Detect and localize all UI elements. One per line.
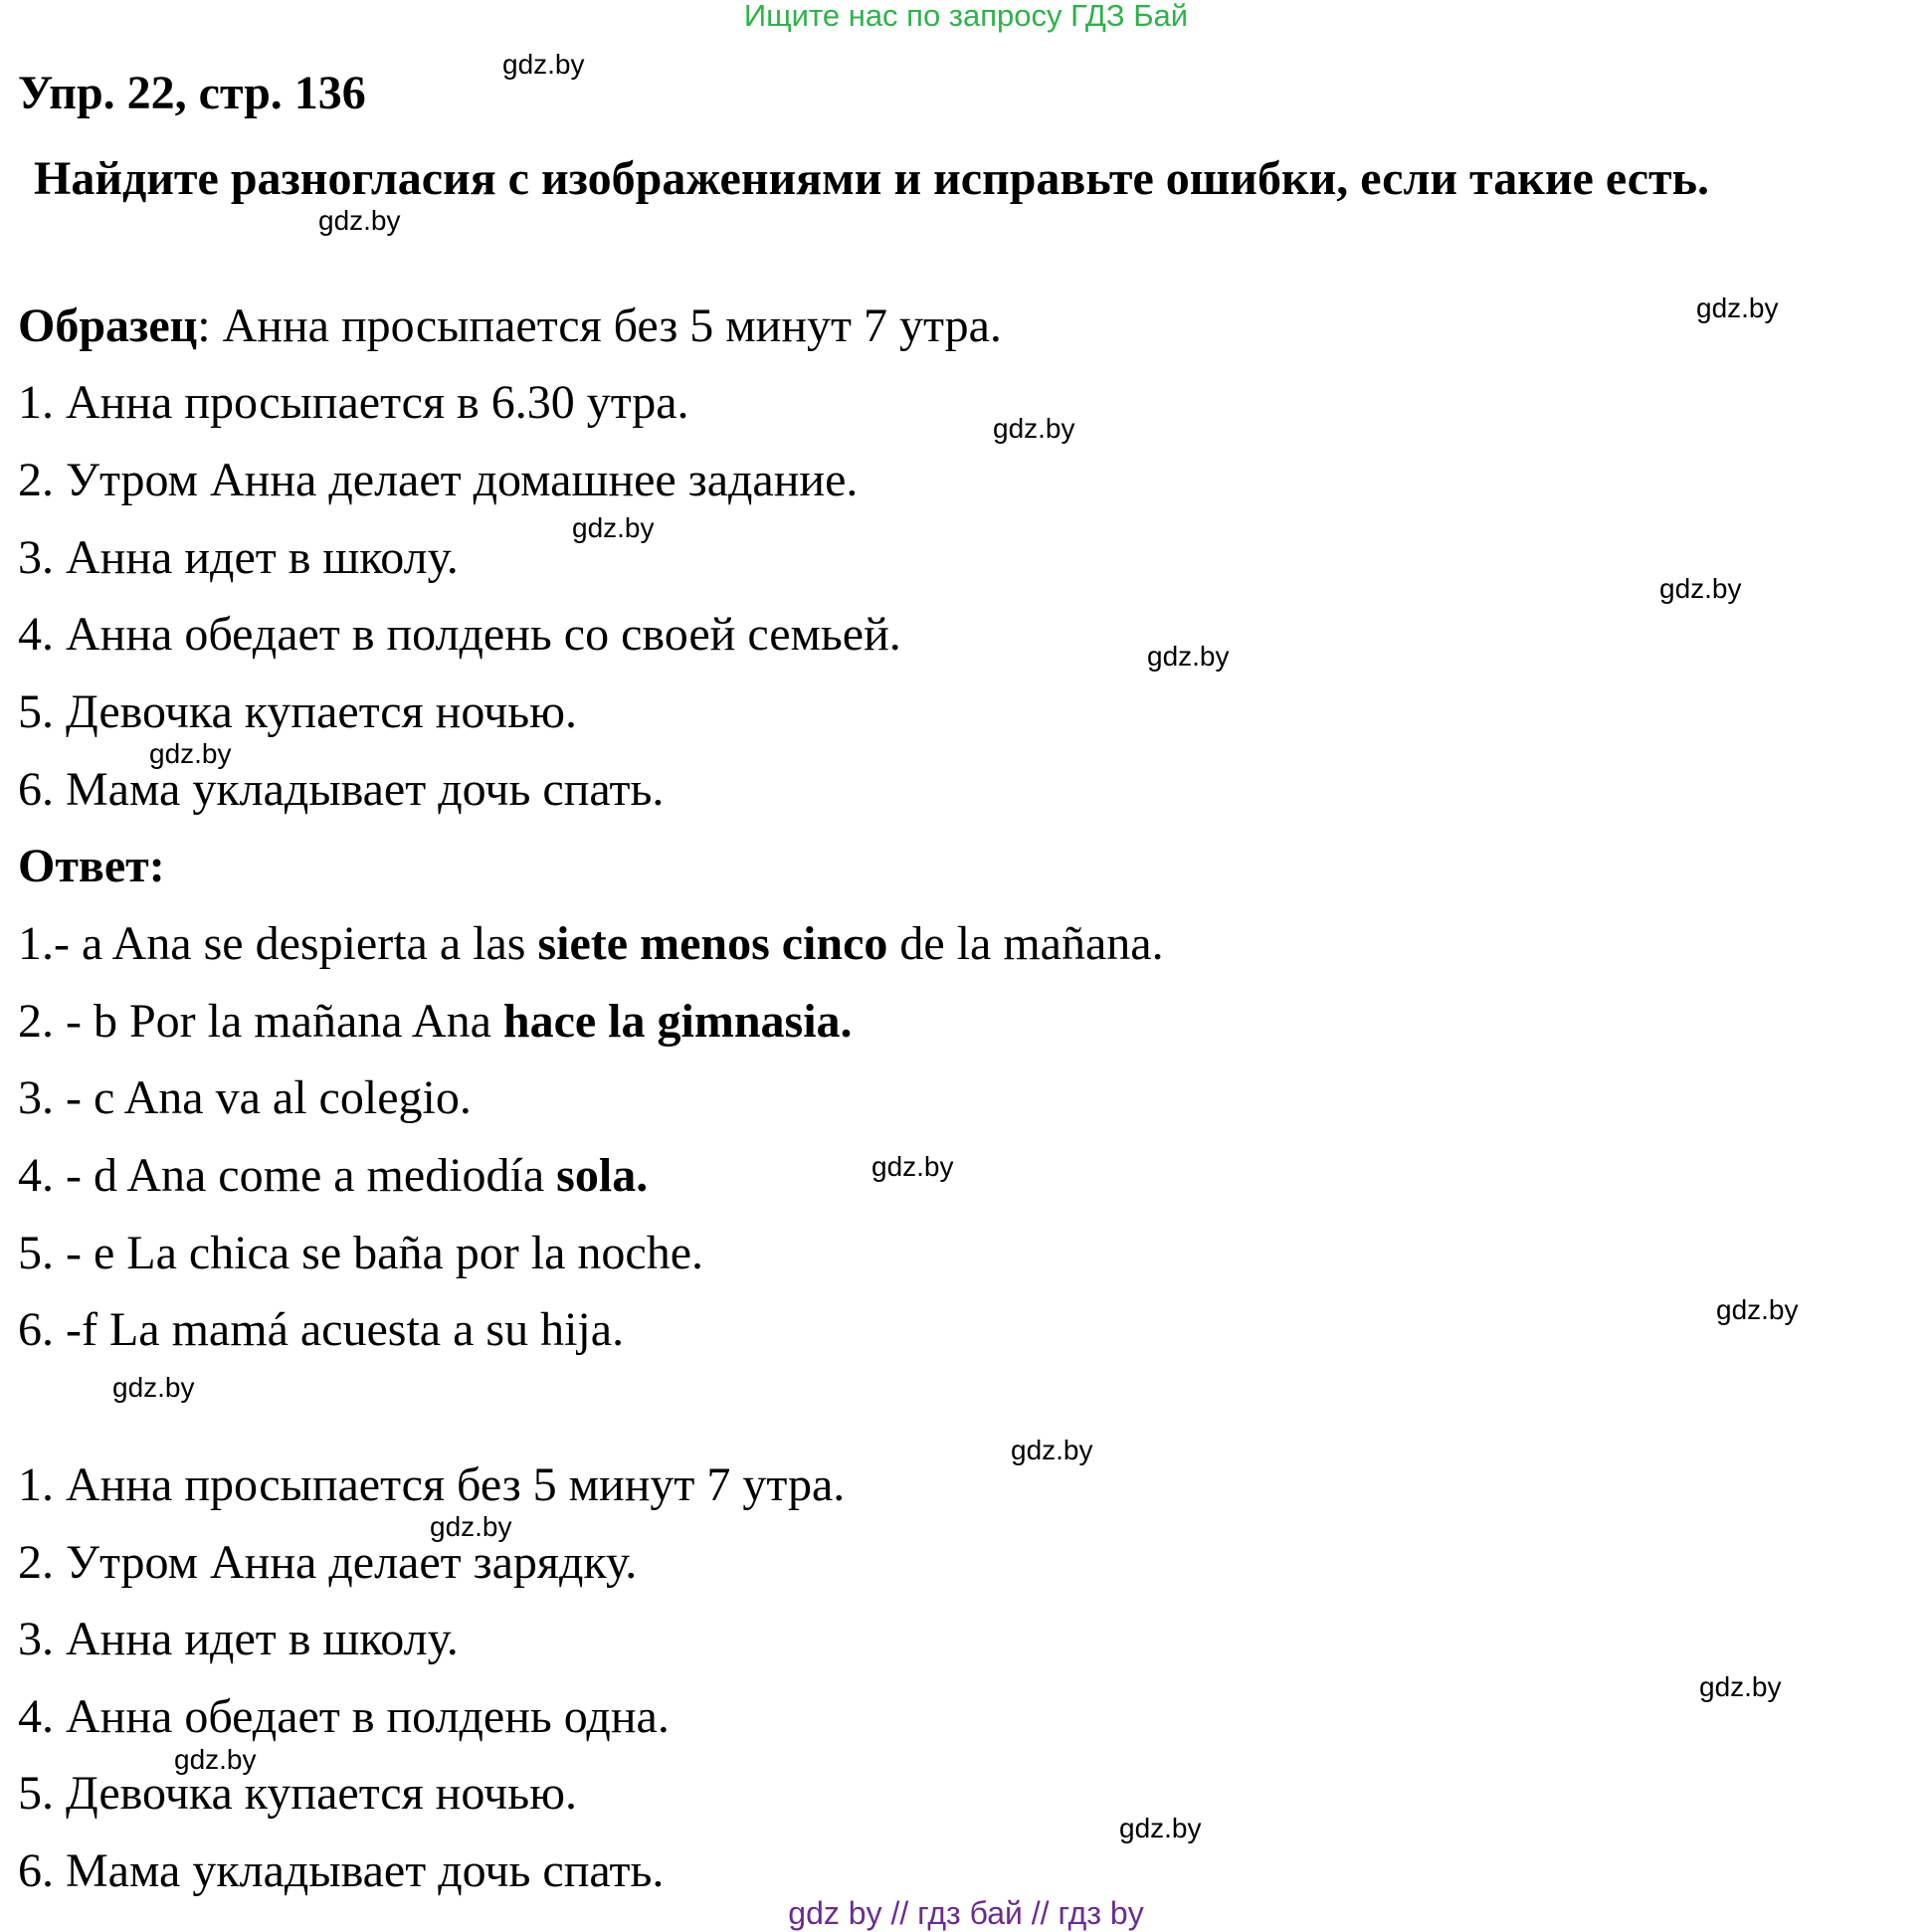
answer-ru-4: 4. Анна обедает в полдень одна. — [18, 1690, 670, 1743]
answer-es-5 — [18, 1226, 703, 1280]
watermark: gdz.by — [430, 1511, 512, 1542]
footer-links[interactable]: gdz by // гдз бай // гдз by — [788, 1895, 1144, 1931]
top-banner[interactable]: Ищите нас по запросу ГДЗ Бай — [743, 0, 1189, 33]
answer-es-5-prefix: 5. - e La chica se baña por la noche. — [18, 1227, 703, 1279]
watermark: gdz.by — [993, 413, 1075, 444]
watermark: gdz.by — [572, 512, 655, 543]
statement-3: 3. Анна идет в школу. — [18, 531, 459, 584]
watermark: gdz.by — [149, 738, 232, 769]
watermark: gdz.by — [1716, 1294, 1799, 1325]
answer-es-2-prefix: 2. - b Por la mañana Ana — [18, 995, 503, 1048]
statement-1: 1. Анна просыпается в 6.30 утра. — [18, 376, 689, 429]
exercise-title: Упр. 22, стр. 136 — [18, 67, 366, 119]
watermark: gdz.by — [1119, 1813, 1202, 1843]
watermark: gdz.by — [174, 1744, 257, 1775]
answer-es-4 — [18, 1148, 648, 1203]
answer-ru-2: 2. Утром Анна делает зарядку. — [18, 1536, 638, 1589]
answer-es-3-prefix: 3. - c Ana va al colegio. — [18, 1071, 472, 1124]
answer-es-1-bold: siete menos cinco — [537, 917, 888, 970]
statement-4: 4. Анна обедает в полдень со своей семьей. — [18, 608, 901, 661]
answer-es-4-prefix: 4. - d Ana come a mediodía — [18, 1149, 557, 1202]
answer-es-6-prefix: 6. -f La mamá acuesta a su hija. — [18, 1303, 625, 1356]
watermark: gdz.by — [1659, 573, 1742, 604]
statement-2: 2. Утром Анна делает домашнее задание. — [18, 454, 859, 506]
answer-ru-3: 3. Анна идет в школу. — [18, 1613, 459, 1665]
answer-ru-6: 6. Мама укладывает дочь спать. — [18, 1844, 665, 1897]
statement-5: 5. Девочка купается ночью. — [18, 685, 577, 738]
answer-es-2 — [18, 994, 853, 1049]
answer-es-1 — [18, 916, 1164, 971]
sample-label: Образец — [18, 299, 198, 352]
statement-6: 6. Мама укладывает дочь спать. — [18, 763, 665, 816]
watermark: gdz.by — [1147, 641, 1230, 672]
watermark: gdz.by — [502, 49, 585, 80]
answer-es-1-suffix: de la mañana. — [887, 917, 1164, 970]
answer-es-2-bold: hace la gimnasia. — [502, 995, 853, 1048]
watermark: gdz.by — [1699, 1671, 1782, 1702]
answer-es-1-prefix: 1.- a Ana se despierta a las — [18, 917, 538, 970]
watermark: gdz.by — [112, 1372, 195, 1403]
watermark: gdz.by — [318, 205, 401, 236]
sample-text: : Анна просыпается без 5 минут 7 утра. — [197, 299, 1002, 352]
watermark: gdz.by — [1696, 292, 1779, 323]
answer-ru-5: 5. Девочка купается ночью. — [18, 1767, 577, 1820]
sample-line — [18, 298, 1002, 353]
answer-ru-1: 1. Анна просыпается без 5 минут 7 утра. — [18, 1458, 846, 1511]
watermark: gdz.by — [871, 1151, 954, 1182]
answer-es-6 — [18, 1302, 624, 1357]
watermark: gdz.by — [1011, 1435, 1093, 1465]
task-text: Найдите разногласия с изображениями и исправьте ошибки, если такие есть. — [34, 152, 1709, 205]
answer-es-4-bold: sola. — [556, 1149, 649, 1202]
answer-es-3 — [18, 1070, 472, 1125]
answer-label: Ответ: — [18, 840, 165, 892]
